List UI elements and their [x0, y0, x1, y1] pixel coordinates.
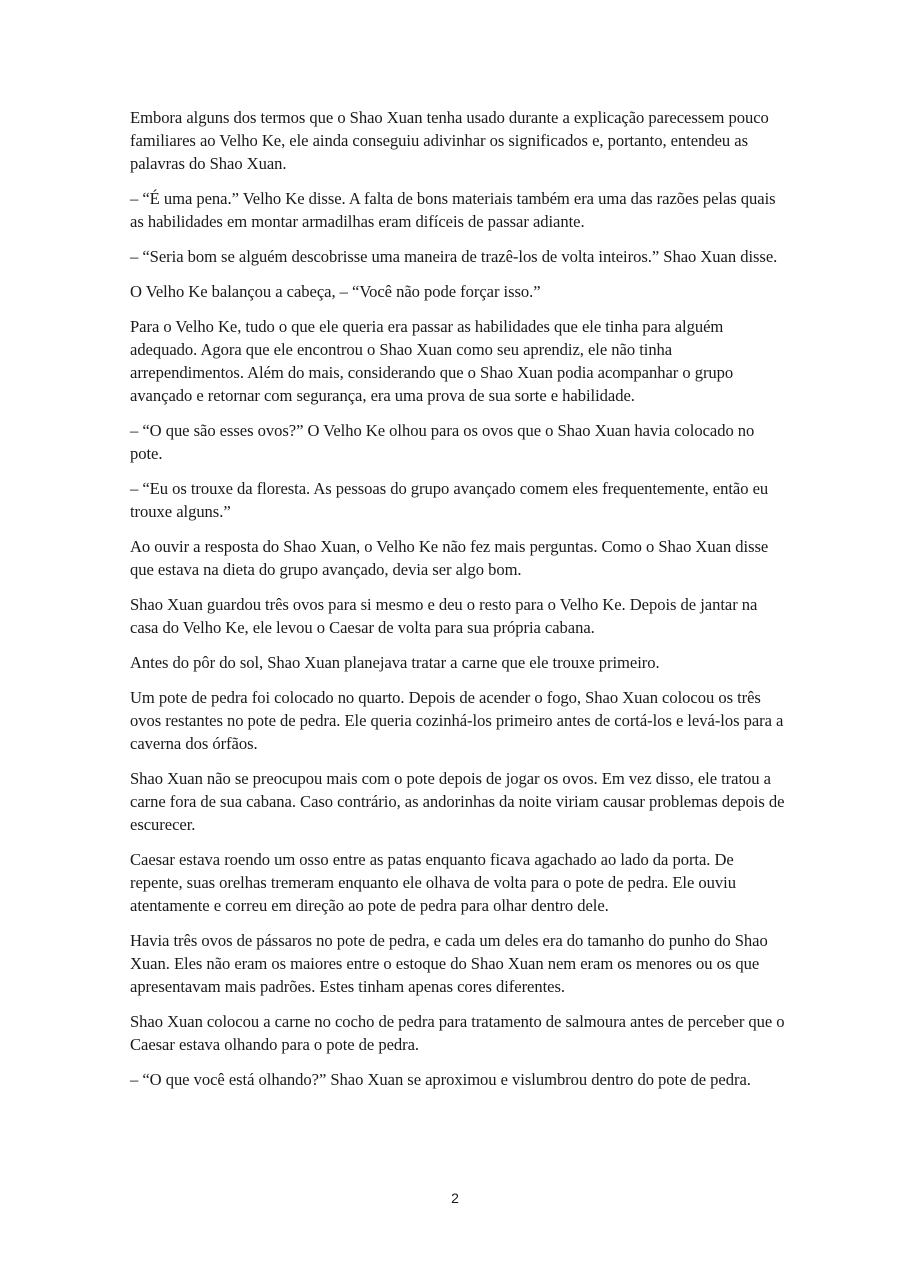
- page-number: 2: [451, 1190, 459, 1206]
- paragraph: Shao Xuan não se preocupou mais com o pote depois de jogar os ovos. Em vez disso, ele tratou a carne fora de sua cabana. Caso contrário, as andorinhas da noite viriam causar problemas depois de escurecer.: [130, 769, 785, 834]
- paragraph: Shao Xuan colocou a carne no cocho de pedra para tratamento de salmoura antes de perceber que o Caesar estava olhando para o pote de pedra.: [130, 1012, 785, 1054]
- paragraph: O Velho Ke balançou a cabeça, – “Você não pode forçar isso.”: [130, 282, 541, 301]
- paragraph: – “O que são esses ovos?” O Velho Ke olhou para os ovos que o Shao Xuan havia colocado no pote.: [130, 421, 755, 463]
- paragraph: – “Eu os trouxe da floresta. As pessoas do grupo avançado comem eles frequentemente, então eu trouxe alguns.”: [130, 479, 769, 521]
- paragraph: Para o Velho Ke, tudo o que ele queria era passar as habilidades que ele tinha para alguém adequado. Agora que ele encontrou o Shao Xuan como seu aprendiz, ele não tinha arrependimentos. Além do mais, considerando que o Shao Xuan podia acompanhar o grupo avançado e retornar com segurança, era uma prova de sua sorte e habilidade.: [130, 317, 734, 405]
- paragraph: Antes do pôr do sol, Shao Xuan planejava tratar a carne que ele trouxe primeiro.: [130, 653, 660, 672]
- paragraph: – “Seria bom se alguém descobrisse uma maneira de trazê-los de volta inteiros.” Shao Xuan disse.: [130, 247, 778, 266]
- paragraph: Ao ouvir a resposta do Shao Xuan, o Velho Ke não fez mais perguntas. Como o Shao Xuan disse que estava na dieta do grupo avançado, devia ser algo bom.: [130, 537, 769, 579]
- paragraph: – “É uma pena.” Velho Ke disse. A falta de bons materiais também era uma das razões pelas quais as habilidades em montar armadilhas eram difíceis de passar adiante.: [130, 189, 776, 231]
- paragraph: Shao Xuan guardou três ovos para si mesmo e deu o resto para o Velho Ke. Depois de jantar na casa do Velho Ke, ele levou o Caesar de volta para sua própria cabana.: [130, 595, 758, 637]
- page-body: [130, 106, 785, 1103]
- paragraph: Um pote de pedra foi colocado no quarto. Depois de acender o fogo, Shao Xuan colocou os três ovos restantes no pote de pedra. Ele queria cozinhá-los primeiro antes de cortá-los e levá-los para a caverna dos órfãos.: [130, 688, 784, 753]
- paragraph: Havia três ovos de pássaros no pote de pedra, e cada um deles era do tamanho do punho do Shao Xuan. Eles não eram os maiores entre o estoque do Shao Xuan nem eram os menores ou os que apresentavam mais padrões. Estes tinham apenas cores diferentes.: [130, 931, 768, 996]
- paragraph: Caesar estava roendo um osso entre as patas enquanto ficava agachado ao lado da porta. De repente, suas orelhas tremeram enquanto ele olhava de volta para o pote de pedra. Ele ouviu atentamente e correu em direção ao pote de pedra para olhar dentro dele.: [130, 850, 736, 915]
- paragraph: Embora alguns dos termos que o Shao Xuan tenha usado durante a explicação parecessem pouco familiares ao Velho Ke, ele ainda conseguiu adivinhar os significados e, portanto, entendeu as palavras do Shao Xuan.: [130, 108, 769, 173]
- paragraph: – “O que você está olhando?” Shao Xuan se aproximou e vislumbrou dentro do pote de pedra.: [130, 1070, 751, 1089]
